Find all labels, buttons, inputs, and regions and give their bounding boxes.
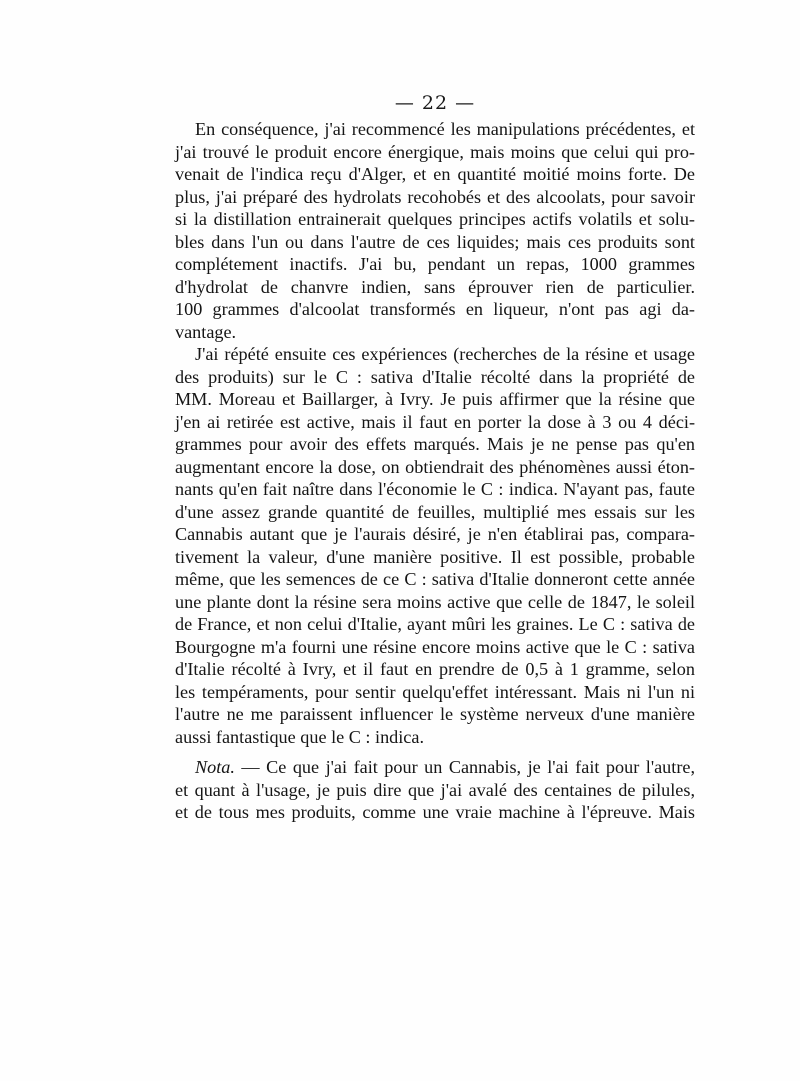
paragraph-nota [175, 756, 695, 824]
text-line [175, 756, 695, 779]
text-line: des produits) sur le C : sativa d'Italie récolté dans la propriété de [175, 366, 695, 387]
text-line: grammes pour avoir des effets marqués. Mais je ne pense pas qu'en [175, 434, 695, 454]
paragraph-gap [175, 748, 695, 756]
text-line: plus, j'ai préparé des hydrolats recohobés et des alcoolats, pour savoir [175, 186, 695, 207]
text-line: si la distillation entrainerait quelques principes actifs volatils et solu- [175, 209, 695, 229]
text-line: de France, et non celui d'Italie, ayant mûri les graines. Le C : sativa de [175, 614, 695, 634]
text-line: d'hydrolat de chanvre indien, sans éprouver rien de particulier. [175, 276, 695, 297]
text-line: augmentant encore la dose, on obtiendrait des phénomènes aussi éton- [175, 456, 695, 477]
text-line: vantage. [175, 321, 237, 342]
paragraph-1 [175, 118, 695, 343]
text-line: j'ai trouvé le produit encore énergique, mais moins que celui qui pro- [175, 141, 695, 162]
text-line: même, que les semences de ce C : sativa d'Italie donneront cette année [175, 569, 695, 589]
text-line: MM. Moreau et Baillarger, à Ivry. Je puis affirmer que la résine que [175, 389, 695, 409]
text-line: complétement inactifs. J'ai bu, pendant un repas, 1000 grammes [175, 254, 695, 274]
text-line: aussi fantastique que le C : indica. [175, 726, 425, 747]
body-text [175, 118, 695, 824]
text-line: tivement la valeur, d'une manière positive. Il est possible, probable [175, 546, 695, 567]
page-number: — 22 — [394, 92, 476, 114]
text-line: nants qu'en fait naître dans l'économie le C : indica. N'ayant pas, faute [175, 479, 695, 499]
paragraph-2 [175, 343, 695, 748]
text-line: l'autre ne me paraissent influencer le système nerveux d'une manière [175, 704, 695, 724]
text-line: j'en ai retirée est active, mais il faut en porter la dose à 3 ou 4 déci- [175, 411, 695, 432]
text-line: venait de l'indica reçu d'Alger, et en quantité moitié moins forte. De [175, 164, 695, 184]
text-line: et quant à l'usage, je puis dire que j'ai avalé des centaines de pilules, [175, 779, 695, 800]
text-line: d'une assez grande quantité de feuilles, multiplié mes essais sur les [175, 501, 695, 522]
text-line: les tempéraments, pour sentir quelqu'effet intéressant. Mais ni l'un ni [175, 681, 695, 702]
text-line: En conséquence, j'ai recommencé les manipulations précédentes, et [195, 119, 695, 139]
text-line: et de tous mes produits, comme une vraie machine à l'épreuve. Mais [175, 802, 695, 822]
text-line: bles dans l'un ou dans l'autre de ces liquides; mais ces produits sont [175, 231, 695, 252]
text-line: d'Italie récolté à Ivry, et il faut en prendre de 0,5 à 1 gramme, selon [175, 659, 695, 679]
text-line: J'ai répété ensuite ces expériences (recherches de la résine et usage [195, 344, 695, 364]
nota-line-text: — Ce que j'ai fait pour un Cannabis, je l'ai fait pour l'autre, [234, 757, 695, 777]
nota-label: Nota. [195, 757, 235, 777]
text-line: Bourgogne m'a fourni une résine encore moins active que le C : sativa [175, 636, 695, 657]
text-line: Cannabis autant que je l'aurais désiré, je n'en établirai pas, compara- [175, 524, 695, 544]
text-line: 100 grammes d'alcoolat transformés en liqueur, n'ont pas agi da- [175, 299, 695, 319]
text-line: une plante dont la résine sera moins active que celle de 1847, le soleil [175, 591, 695, 612]
